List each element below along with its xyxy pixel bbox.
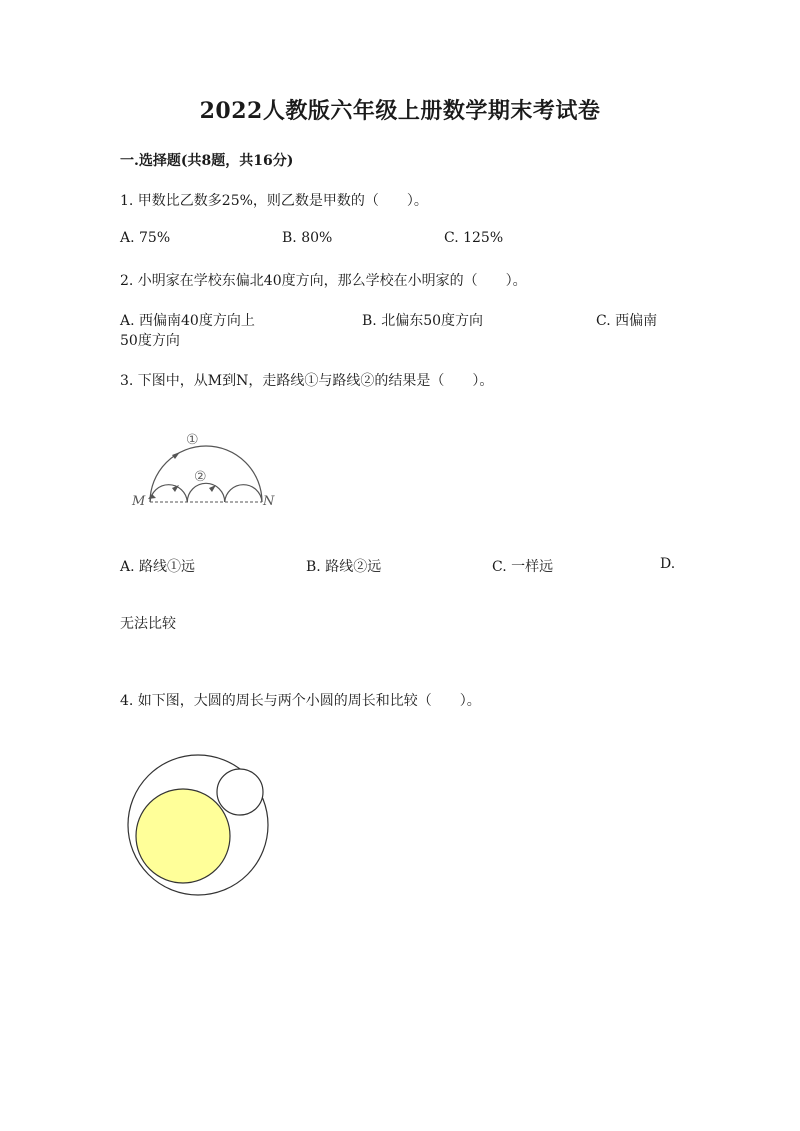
route-1-label: ① — [186, 432, 199, 448]
route-figure — [128, 428, 288, 512]
question-2-stem: 2. 小明家在学校东偏北40度方向，那么学校在小明家的（ ）。 — [120, 273, 527, 289]
question-3-stem: 3. 下图中，从M到N，走路线①与路线②的结果是（ ）。 — [120, 373, 494, 389]
question-3-option-d: D. — [660, 556, 676, 572]
start-label-m: M — [132, 494, 146, 509]
route-1-arrow-icon — [172, 452, 180, 459]
question-2-option-a: A. 西偏南40度方向上 — [120, 313, 255, 329]
question-1-stem: 1. 甲数比乙数多25%，则乙数是甲数的（ ）。 — [120, 193, 428, 209]
question-2-option-b: B. 北偏东50度方向 — [362, 313, 484, 329]
route-2-label: ② — [194, 469, 207, 485]
start-arrow-icon — [148, 494, 156, 499]
route-2-arc-2 — [187, 483, 224, 502]
question-4-stem: 4. 如下图，大圆的周长与两个小圆的周长和比较（ ）。 — [120, 693, 481, 709]
shaded-small-circle — [136, 789, 230, 883]
section-heading: 一.选择题(共8题，共16分) — [120, 153, 294, 169]
route-2-arc-3 — [225, 485, 262, 502]
question-2-option-c: C. 西偏南 — [596, 313, 658, 329]
question-2-option-c-continued: 50度方向 — [120, 333, 180, 349]
route-2-arc-1 — [150, 485, 187, 502]
end-label-n: N — [263, 494, 275, 509]
question-3-option-d-continued: 无法比较 — [120, 616, 176, 632]
question-1-option-a: A. 75% — [120, 230, 171, 246]
question-1-option-b: B. 80% — [282, 230, 333, 246]
route-2-arrow-2-icon — [209, 485, 216, 492]
white-small-circle — [217, 769, 263, 815]
question-3-option-a: A. 路线①远 — [120, 559, 196, 575]
circles-figure — [120, 750, 280, 900]
question-3-option-c: C. 一样远 — [492, 559, 554, 575]
page-title: 2022人教版六年级上册数学期末考试卷 — [199, 98, 601, 124]
question-3-option-b: B. 路线②远 — [306, 559, 382, 575]
question-1-option-c: C. 125% — [444, 230, 504, 246]
